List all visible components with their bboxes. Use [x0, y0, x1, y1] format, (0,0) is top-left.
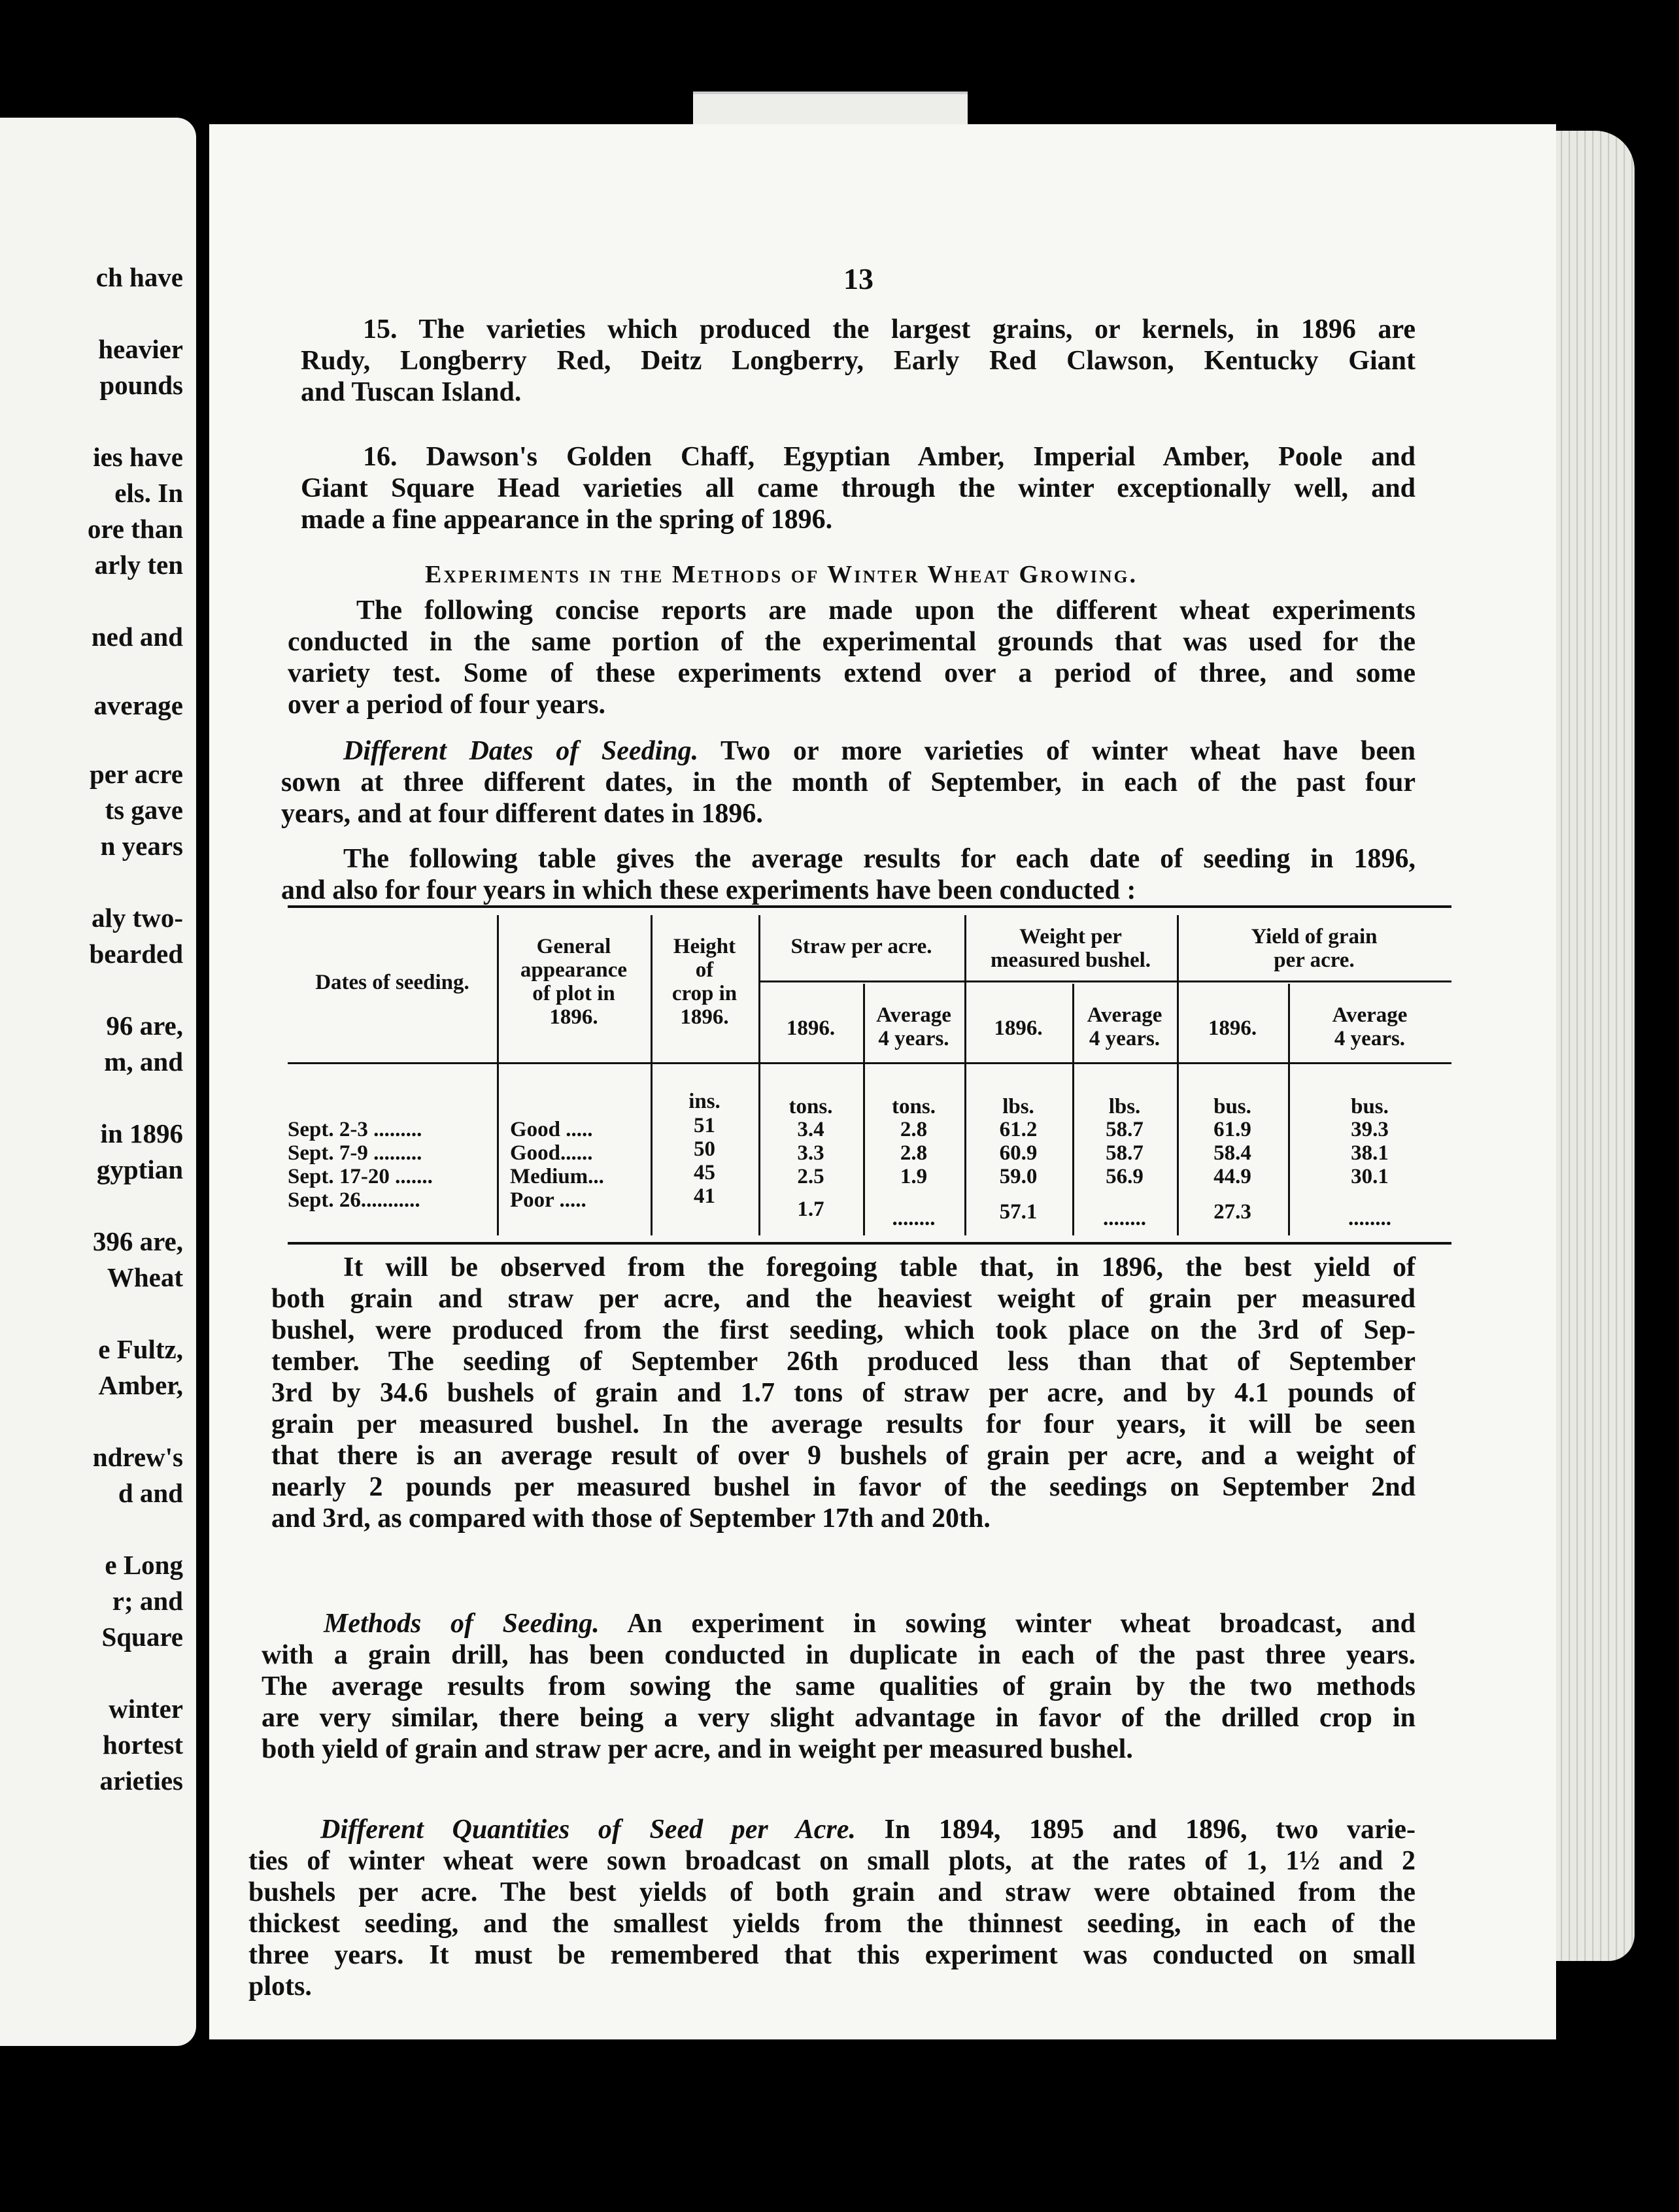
- cell-height: 45: [694, 1161, 715, 1184]
- cell-appearance: Good .....: [510, 1118, 593, 1141]
- cell-weight-avg: ........: [1103, 1207, 1146, 1230]
- unit-yield-average: bus.: [1351, 1095, 1389, 1118]
- methods-line: The average results from sowing the same qualities of grain by the two methods: [262, 1671, 1416, 1701]
- cell-date: Sept. 2-3 .........: [288, 1118, 422, 1141]
- paragraph-16-line-3: made a fine appearance in the spring of 1896.: [301, 505, 833, 535]
- left-page-line: ndrew's: [92, 1442, 183, 1472]
- straw-sub-rule: [758, 980, 964, 982]
- methods-title: Methods of Seeding.: [324, 1609, 600, 1639]
- cell-straw-1896: 3.4: [797, 1118, 824, 1141]
- unit-straw-1896: tons.: [789, 1095, 833, 1118]
- left-page-line: 396 are,: [92, 1226, 183, 1256]
- cell-height: 41: [694, 1184, 715, 1208]
- left-page-line: pounds: [99, 370, 183, 400]
- cell-weight-1896: 60.9: [999, 1141, 1038, 1165]
- book-page: [209, 124, 1556, 2039]
- header-yield-1896: 1896.: [1208, 1016, 1257, 1040]
- left-page-line: n years: [100, 831, 183, 861]
- header-weight-average: Average 4 years.: [1087, 1003, 1162, 1050]
- observed-line: 3rd by 34.6 bushels of grain and 1.7 tons of straw per acre, and by 4.1 pounds of: [271, 1378, 1416, 1408]
- intro-line-4: over a period of four years.: [288, 690, 606, 720]
- header-yield: Yield of grain per acre.: [1251, 925, 1378, 972]
- page-number: 13: [843, 262, 873, 295]
- left-page-line: hortest: [103, 1730, 183, 1760]
- left-page-line: average: [93, 690, 183, 720]
- cell-appearance: Good......: [510, 1141, 593, 1165]
- left-page-line: ch have: [95, 262, 183, 292]
- header-height: Height of crop in 1896.: [671, 935, 738, 1029]
- cell-appearance: Medium...: [510, 1165, 604, 1188]
- left-page-line: ore than: [87, 514, 183, 544]
- left-page-line: ned and: [91, 622, 183, 652]
- paragraph-15-line-3: and Tuscan Island.: [301, 377, 522, 407]
- cell-weight-avg: 58.7: [1106, 1118, 1144, 1141]
- table-header-rule: [288, 1062, 1451, 1064]
- left-page-line: 96 are,: [106, 1011, 183, 1041]
- left-page-line: els. In: [114, 478, 183, 508]
- cell-yield-avg: 39.3: [1351, 1118, 1389, 1141]
- table-bottom-rule: [288, 1242, 1451, 1245]
- cell-date: Sept. 7-9 .........: [288, 1141, 422, 1165]
- unit-height: ins.: [688, 1090, 721, 1113]
- observed-line: bushel, were produced from the first seeding, which took place on the 3rd of Sep-: [271, 1315, 1416, 1345]
- left-page-line: r; and: [112, 1586, 183, 1616]
- left-page-line: arieties: [99, 1766, 183, 1796]
- observed-line: that there is an average result of over 9 bushels of grain per acre, and a weight of: [271, 1441, 1416, 1471]
- section-heading: Experiments in the Methods of Winter Wheat Growing.: [425, 561, 1138, 588]
- left-page-line: bearded: [89, 939, 183, 969]
- cell-weight-avg: 58.7: [1106, 1141, 1144, 1165]
- cell-straw-avg: ........: [892, 1207, 936, 1230]
- unit-weight-average: lbs.: [1108, 1095, 1141, 1118]
- observed-line: tember. The seeding of September 26th produced less than that of September: [271, 1347, 1416, 1377]
- observed-line: both grain and straw per acre, and the heaviest weight of grain per measured: [271, 1284, 1416, 1314]
- cell-yield-1896: 27.3: [1213, 1200, 1251, 1224]
- cell-yield-1896: 58.4: [1213, 1141, 1251, 1165]
- left-page-line: aly two-: [91, 903, 183, 933]
- observed-line: and 3rd, as compared with those of September 17th and 20th.: [271, 1503, 991, 1533]
- unit-weight-1896: lbs.: [1002, 1095, 1034, 1118]
- observed-line: grain per measured bushel. In the average results for four years, it will be seen: [271, 1409, 1416, 1439]
- left-page-line: Square: [101, 1622, 183, 1652]
- quantities-line: bushels per acre. The best yields of both grain and straw were obtained from the: [248, 1877, 1416, 1907]
- header-appearance: General appearance of plot in 1896.: [520, 935, 628, 1029]
- header-straw-average: Average 4 years.: [876, 1003, 951, 1050]
- unit-yield-1896: bus.: [1213, 1095, 1251, 1118]
- cell-yield-1896: 44.9: [1213, 1165, 1251, 1188]
- cell-straw-1896: 2.5: [797, 1165, 824, 1188]
- dates-line-2: sown at three different dates, in the month of September, in each of the past four: [281, 767, 1416, 797]
- weight-sub-rule: [964, 980, 1177, 982]
- intro-line-3: variety test. Some of these experiments extend over a period of three, and some: [288, 658, 1416, 688]
- cell-weight-1896: 57.1: [999, 1200, 1038, 1224]
- header-yield-average: Average 4 years.: [1332, 1003, 1408, 1050]
- methods-line: with a grain drill, has been conducted in duplicate in each of the past three years.: [262, 1640, 1416, 1670]
- cell-yield-avg: 38.1: [1351, 1141, 1389, 1165]
- quantities-line: plots.: [248, 1971, 312, 2002]
- unit-straw-average: tons.: [892, 1095, 936, 1118]
- cell-yield-avg: 30.1: [1351, 1165, 1389, 1188]
- quantities-line: three years. It must be remembered that this experiment was conducted on small: [248, 1940, 1416, 1970]
- cell-straw-1896: 3.3: [797, 1141, 824, 1165]
- left-page-line: winter: [109, 1694, 183, 1724]
- table-top-rule: [288, 905, 1451, 908]
- table-intro-line-2: and also for four years in which these experiments have been conducted :: [281, 875, 1136, 905]
- table-intro-line-1: The following table gives the average results for each date of seeding in 1896,: [343, 844, 1416, 874]
- dates-line-3: years, and at four different dates in 1896.: [281, 799, 763, 829]
- header-weight-1896: 1896.: [994, 1016, 1043, 1040]
- paragraph-15-line-2: Rudy, Longberry Red, Deitz Longberry, Early Red Clawson, Kentucky Giant: [301, 346, 1416, 376]
- yield-sub-rule: [1177, 980, 1451, 982]
- left-page-line: m, and: [104, 1047, 183, 1077]
- left-page-line: in 1896: [100, 1118, 183, 1148]
- observed-line: It will be observed from the foregoing table that, in 1896, the best yield of: [343, 1252, 1416, 1282]
- paragraph-16-line-2: Giant Square Head varieties all came through the winter exceptionally well, and: [301, 473, 1416, 503]
- paragraph-15-line-1: 15. The varieties which produced the largest grains, or kernels, in 1896 are: [363, 314, 1416, 344]
- observed-line: nearly 2 pounds per measured bushel in favor of the seedings on September 2nd: [271, 1472, 1416, 1502]
- cell-date: Sept. 26...........: [288, 1188, 420, 1212]
- cell-weight-1896: 61.2: [999, 1118, 1038, 1141]
- cell-yield-avg: ........: [1348, 1207, 1391, 1230]
- header-straw-1896: 1896.: [786, 1016, 836, 1040]
- cell-weight-1896: 59.0: [999, 1165, 1038, 1188]
- left-page-line: d and: [118, 1478, 183, 1508]
- cell-date: Sept. 17-20 .......: [288, 1165, 433, 1188]
- cell-weight-avg: 56.9: [1106, 1165, 1144, 1188]
- header-weight: Weight per measured bushel.: [990, 925, 1151, 972]
- methods-line: both yield of grain and straw per acre, and in weight per measured bushel.: [262, 1734, 1133, 1764]
- cell-straw-avg: 2.8: [900, 1118, 928, 1141]
- header-dates: Dates of seeding.: [315, 971, 469, 994]
- cell-yield-1896: 61.9: [1213, 1118, 1251, 1141]
- paragraph-16-line-1: 16. Dawson's Golden Chaff, Egyptian Amber, Imperial Amber, Poole and: [363, 442, 1416, 472]
- left-page-line: e Long: [105, 1550, 183, 1580]
- intro-line-1: The following concise reports are made upon the different wheat experiments: [356, 595, 1416, 626]
- cell-straw-avg: 2.8: [900, 1141, 928, 1165]
- quantities-line: thickest seeding, and the smallest yields from the thinnest seeding, in each of the: [248, 1909, 1416, 1939]
- left-page-line: arly ten: [94, 550, 183, 580]
- cell-straw-avg: 1.9: [900, 1165, 928, 1188]
- cell-straw-1896: 1.7: [797, 1198, 824, 1221]
- cell-height: 50: [694, 1137, 715, 1161]
- quantities-title: Different Quantities of Seed per Acre.: [320, 1815, 856, 1845]
- left-page-line: per acre: [89, 759, 183, 789]
- left-page-line: ts gave: [105, 795, 183, 825]
- dates-title: Different Dates of Seeding.: [343, 736, 699, 766]
- dates-line-1: Different Dates of Seeding. Two or more varieties of winter wheat have been: [343, 736, 1416, 766]
- left-page-line: ies have: [93, 442, 183, 472]
- left-page-line: Amber,: [98, 1370, 183, 1400]
- intro-line-2: conducted in the same portion of the experimental grounds that was used for the: [288, 627, 1416, 657]
- left-page-line: heavier: [98, 334, 183, 364]
- cell-appearance: Poor .....: [510, 1188, 586, 1212]
- cell-height: 51: [694, 1114, 715, 1137]
- methods-line: are very similar, there being a very slight advantage in favor of the drilled crop in: [262, 1703, 1416, 1733]
- seeding-dates-table: [288, 905, 1451, 1245]
- left-facing-page: [0, 118, 196, 2046]
- header-straw: Straw per acre.: [790, 935, 932, 958]
- left-page-line: gyptian: [96, 1154, 183, 1184]
- quantities-line: ties of winter wheat were sown broadcast on small plots, at the rates of 1, 1½ and 2: [248, 1846, 1416, 1876]
- methods-line-1: Methods of Seeding. An experiment in sowing winter wheat broadcast, and: [324, 1609, 1416, 1639]
- left-page-line: Wheat: [107, 1262, 183, 1292]
- left-page-line: e Fultz,: [98, 1334, 183, 1364]
- quantities-line-1: Different Quantities of Seed per Acre. In 1894, 1895 and 1896, two varie-: [320, 1815, 1416, 1845]
